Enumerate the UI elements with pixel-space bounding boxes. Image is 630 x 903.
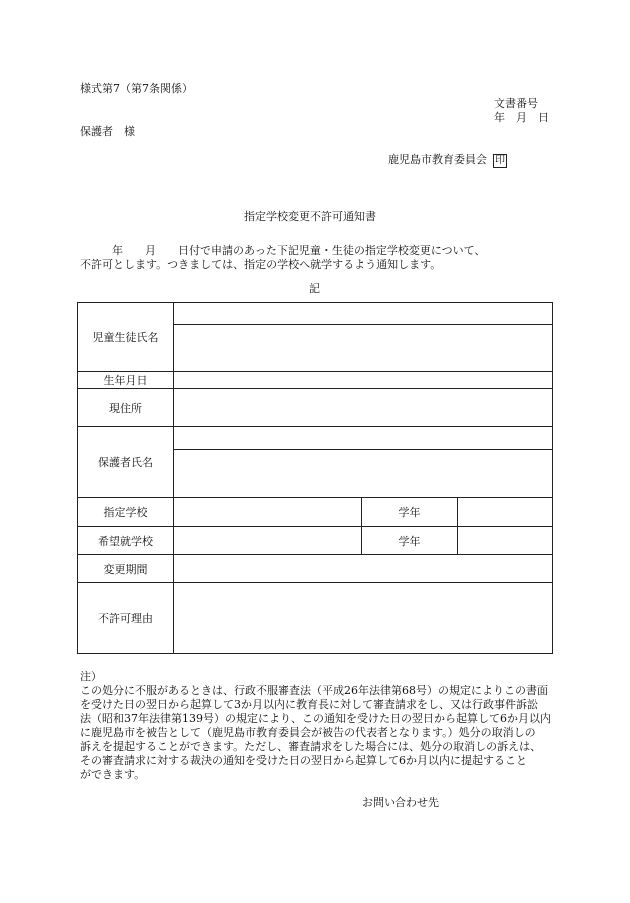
birthdate-cell	[174, 372, 553, 389]
issue-date: 年 月 日	[494, 111, 549, 124]
denial-reason-cell	[174, 583, 553, 654]
desired-school-label: 希望就学校	[78, 527, 174, 555]
designated-school-label: 指定学校	[78, 498, 174, 527]
note-line: ができます。	[80, 768, 146, 781]
guardian-name-label: 保護者氏名	[78, 427, 174, 498]
change-period-cell	[174, 555, 553, 583]
ki-label: 記	[309, 282, 320, 295]
birthdate-label: 生年月日	[78, 372, 174, 389]
document-title: 指定学校変更不許可通知書	[244, 210, 376, 223]
document-number: 文書番号	[494, 97, 538, 110]
address-label: 現住所	[78, 389, 174, 427]
change-period-label: 変更期間	[78, 555, 174, 583]
note-line: 法（昭和37年法律第139号）の規定により、この通知を受けた日の翌日から起算して6か月以内	[80, 712, 551, 725]
form-table	[77, 302, 553, 654]
designated-grade-cell	[458, 498, 553, 527]
issuer	[388, 153, 507, 168]
student-name-cell	[174, 325, 553, 372]
denial-reason-label: 不許可理由	[78, 583, 174, 654]
desired-grade-label: 学年	[362, 527, 458, 555]
student-name-label: 児童生徒氏名	[78, 303, 174, 372]
guardian-name-cell	[174, 450, 553, 498]
address-cell	[174, 389, 553, 427]
contact-label: お問い合わせ先	[362, 796, 439, 809]
note-line: この処分に不服があるときは、行政不服審査法（平成26年法律第68号）の規定によりこの書面	[80, 684, 548, 697]
seal-stamp: 印	[495, 155, 505, 166]
note-line: その審査請求に対する裁決の通知を受けた日の翌日から起算して6か月以内に提起すること	[80, 754, 527, 767]
designated-school-cell	[174, 498, 362, 527]
desired-school-cell	[174, 527, 362, 555]
form-number: 様式第7（第7条関係）	[80, 82, 193, 95]
body-line-2: 不許可とします。つきましては、指定の学校へ就学するよう通知します。	[80, 258, 442, 271]
designated-grade-label: 学年	[362, 498, 458, 527]
student-name-furigana-cell	[174, 303, 553, 325]
note-line: 訴えを提起することができます。ただし、審査請求をした場合には、処分の取消しの訴えは、	[80, 740, 542, 753]
note-heading: 注）	[80, 670, 102, 683]
recipient: 保護者 様	[80, 125, 135, 138]
body-line-1: 年 月 日付で申請のあった下記児童・生徒の指定学校変更について、	[112, 244, 486, 257]
guardian-furigana-cell	[174, 427, 553, 450]
note-line: を受けた日の翌日から起算して3か月以内に教育長に対して審査請求をし、又は行政事件訴訟	[80, 698, 538, 711]
issuer-name: 鹿児島市教育委員会	[388, 153, 487, 166]
desired-grade-cell	[458, 527, 553, 555]
note-line: に鹿児島市を被告として（鹿児島市教育委員会が被告の代表者となります。）処分の取消しの	[80, 726, 536, 739]
